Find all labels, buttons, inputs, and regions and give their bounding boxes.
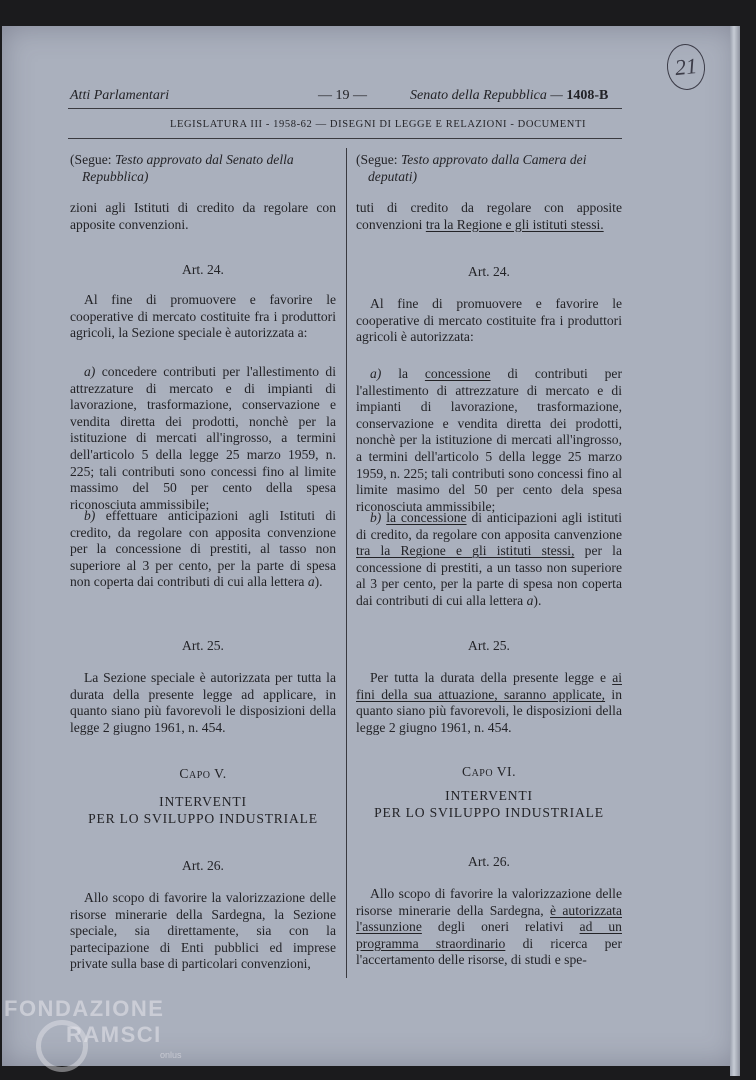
header-rule — [68, 108, 622, 109]
left-art26-title: Art. 26. — [182, 858, 224, 873]
header-right — [410, 88, 608, 104]
left-art24-b: b) effettuare anticipazioni agli Istituti di credito, da regolare con apposita convenzione per la concessione di prestiti, al tasso non superiore al 3 per cento, per la parte di spesa non coperta dai contributi di cui alla lettera a). — [70, 508, 336, 590]
right-art26-title: Art. 26. — [468, 854, 510, 869]
left-art25: La Sezione speciale è autorizzata per tutta la durata della presente legge ad applicare, in quanto siano più favorevoli le disposizioni della legge 2 giugno 1961, n. 454. — [70, 670, 336, 735]
subheader: LEGISLATURA III - 1958-62 — DISEGNI DI LEGGE E RELAZIONI - DOCUMENTI — [169, 119, 587, 130]
right-art24-a: a) la concessione di contributi per l'allestimento di attrezzature di mercato e di impianti di lavorazione, trasformazione, conservazione e vendita diretta dei prodotti, nonchè per la istituzione di mercati all'ingrosso, a termini dell'articolo 5 della legge 25 marzo 1959, n. 225; tali contributi sono concessi fino al limite masimo del 50 per cento dela spesa riconosciuta ammissibile; — [356, 366, 622, 514]
header-right-text: Senato della Repubblica — — [410, 88, 563, 103]
doc-number: 1408-B — [566, 88, 609, 103]
page-number: — 19 — — [318, 88, 367, 103]
right-capo: Capo VI. — [462, 764, 516, 779]
left-intro: zioni agli Istituti di credito da regolare con apposite convenzioni. — [70, 200, 336, 232]
header-left: Atti Parlamentari — [70, 88, 170, 103]
fondazione-gramsci-watermark — [4, 996, 204, 1076]
left-capo: Capo V. — [179, 766, 227, 781]
watermark-line3: onlus — [160, 1050, 182, 1060]
subheader-rule — [68, 138, 622, 139]
right-column-heading: (Segue: Testo approvato dalla Camera dei deputati) — [356, 152, 587, 184]
watermark-line2: RAMSCI — [66, 1022, 162, 1047]
right-art26: Allo scopo di favorire la valorizzazione delle risorse minerarie della Sardegna, è autorizzata l'assunzione degli oneri relativi ad un programma straordinario di ricerca per l'accertamento delle risorse, di studi e spe- — [356, 886, 622, 968]
left-column-heading: (Segue: Testo approvato dal Senato della Repubblica) — [70, 152, 294, 184]
column-divider — [346, 148, 347, 978]
left-art26: Allo scopo di favorire la valorizzazione delle risorse minerarie della Sardegna, la Sezione speciale, sia direttamente, sia con la partecipazione di Enti pubblici ed imprese private sulla base di particolari convenzioni, — [70, 890, 336, 972]
page-edge — [730, 26, 740, 1076]
watermark-line1: FONDAZIONE — [4, 996, 165, 1021]
right-art25: Per tutta la durata della presente legge e ai fini della sua attuazione, saranno applicate, in quanto siano più favorevoli, le disposizioni della legge 2 giugno 1961, n. 454. — [356, 670, 622, 735]
right-art25-title: Art. 25. — [468, 638, 510, 653]
left-art24-intro: Al fine di promuovere e favorire le cooperative di mercato costituite fra i produttori agricoli, la Sezione speciale è autorizzata a: — [70, 292, 336, 341]
right-art24-intro: Al fine di promuovere e favorire le cooperative di mercato costituite fra i produttori agricoli è autorizzata: — [356, 296, 622, 345]
left-art24-title: Art. 24. — [182, 262, 224, 277]
right-art24-b: b) la concessione di anticipazioni agli istituti di credito, da regolare con apposita canvenzione tra la Regione e gli istituti stessi, per la concessione di prestiti, a un tasso non superiore al 3 per cento, per la parte di spesa non coperta dai contributi di cui alla lettera a). — [356, 510, 622, 608]
right-intro: tuti di credito da regolare con apposite convenzioni tra la Regione e gli istituti stessi. — [356, 200, 622, 232]
handwritten-page-number: 21 — [665, 42, 708, 92]
left-art25-title: Art. 25. — [182, 638, 224, 653]
left-section-title: INTERVENTI PER LO SVILUPPO INDUSTRIALE — [88, 794, 318, 826]
right-section-title: INTERVENTI PER LO SVILUPPO INDUSTRIALE — [374, 788, 604, 820]
right-art24-title: Art. 24. — [468, 264, 510, 279]
left-art24-a: a) concedere contributi per l'allestimento di attrezzature di mercato e di impianti di lavorazione, trasformazione, conservazione e vendita diretta dei prodotti, nonchè per la istituzione di mercati all'ingrosso, a termini dell'articolo 5 della legge 25 marzo 1959, n. 225; tali contributi sono concessi fino al limite massimo del 50 per cento della spesa riconosciuta ammissibile; — [70, 364, 336, 512]
